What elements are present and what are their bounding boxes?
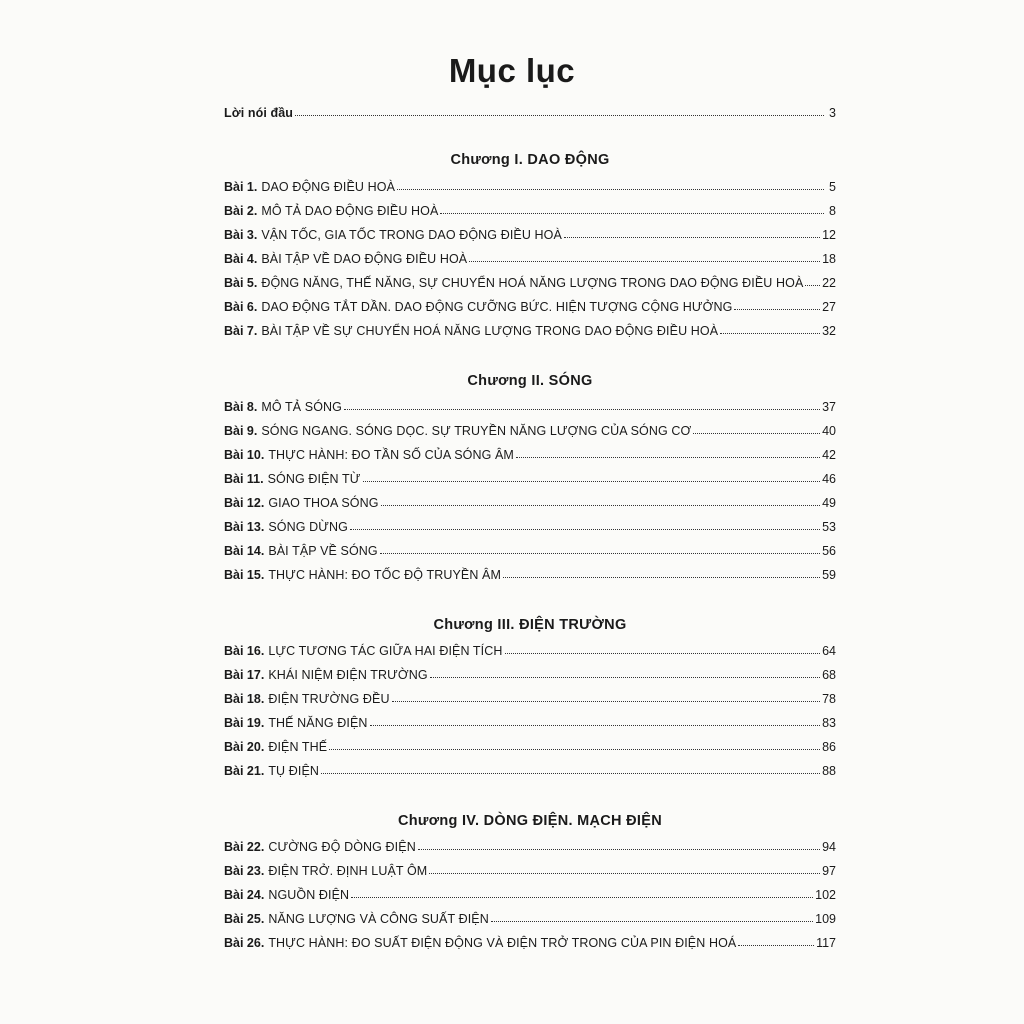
toc-entry[interactable]: [224, 418, 836, 438]
page-number: 3: [829, 106, 836, 120]
lesson-label: Bài 15.: [224, 568, 265, 582]
page-number: 32: [822, 324, 836, 338]
chapter-heading: Chương III. ĐIỆN TRƯỜNG: [433, 617, 627, 633]
toc-entry[interactable]: [224, 906, 836, 926]
lesson-title: CƯỜNG ĐỘ DÒNG ĐIỆN: [268, 840, 416, 854]
lesson-title: BÀI TẬP VỀ SỰ CHUYỂN HOÁ NĂNG LƯỢNG TRONG DAO ĐỘNG ĐIỀU HOÀ: [261, 324, 719, 338]
toc-entry[interactable]: [224, 858, 836, 878]
lesson-title: MÔ TẢ SÓNG: [261, 400, 342, 414]
lesson-label: Bài 20.: [224, 740, 265, 754]
page-number: 102: [815, 888, 836, 902]
lesson-label: Bài 8.: [224, 400, 258, 414]
toc-entry[interactable]: [224, 930, 836, 950]
lesson-title: ĐIỆN TRỞ. ĐỊNH LUẬT ÔM: [268, 864, 428, 878]
lesson-label: Bài 1.: [224, 180, 258, 194]
toc-entry[interactable]: [224, 466, 836, 486]
toc-entry[interactable]: [224, 490, 836, 510]
toc-entry[interactable]: [224, 834, 836, 854]
toc-entry[interactable]: [224, 538, 836, 558]
lesson-title: KHÁI NIỆM ĐIỆN TRƯỜNG: [268, 668, 428, 682]
lesson-title: NGUỒN ĐIỆN: [268, 888, 350, 902]
lesson-title: LỰC TƯƠNG TÁC GIỮA HAI ĐIỆN TÍCH: [268, 644, 503, 658]
page-number: 59: [822, 568, 836, 582]
toc-entry[interactable]: [224, 882, 836, 902]
toc-entry[interactable]: [224, 394, 836, 414]
page-number: 42: [822, 448, 836, 462]
lesson-label: Bài 4.: [224, 252, 258, 266]
dot-leader: [380, 553, 820, 554]
page-number: 97: [822, 864, 836, 878]
lesson-label: Bài 7.: [224, 324, 258, 338]
toc-entry[interactable]: [224, 198, 836, 218]
lesson-label: Bài 2.: [224, 204, 258, 218]
dot-leader: [295, 115, 824, 116]
lesson-label: Bài 24.: [224, 888, 265, 902]
dot-leader: [516, 457, 820, 458]
lesson-label: Bài 23.: [224, 864, 265, 878]
toc-entry[interactable]: [224, 318, 836, 338]
dot-leader: [440, 213, 824, 214]
toc-entry[interactable]: [224, 638, 836, 658]
dot-leader: [344, 409, 820, 410]
toc-entry-intro[interactable]: [224, 100, 836, 120]
page-number: 12: [822, 228, 836, 242]
dot-leader: [491, 921, 813, 922]
lesson-title: TỤ ĐIỆN: [268, 764, 320, 778]
lesson-label: Bài 22.: [224, 840, 265, 854]
dot-leader: [370, 725, 821, 726]
dot-leader: [720, 333, 820, 334]
page-number: 22: [822, 276, 836, 290]
dot-leader: [429, 873, 820, 874]
dot-leader: [329, 749, 820, 750]
lesson-label: Bài 21.: [224, 764, 265, 778]
toc-entry[interactable]: [224, 222, 836, 242]
dot-leader: [350, 529, 820, 530]
lesson-label: Bài 6.: [224, 300, 258, 314]
page-number: 5: [829, 180, 836, 194]
page-number: 56: [822, 544, 836, 558]
toc-entry[interactable]: [224, 734, 836, 754]
lesson-title: SÓNG ĐIỆN TỪ: [267, 472, 361, 486]
lesson-label: Bài 25.: [224, 912, 265, 926]
entry-text: Lời nói đầu: [224, 106, 294, 120]
lesson-title: BÀI TẬP VỀ DAO ĐỘNG ĐIỀU HOÀ: [261, 252, 468, 266]
page-number: 83: [822, 716, 836, 730]
lesson-title: MÔ TẢ DAO ĐỘNG ĐIỀU HOÀ: [261, 204, 439, 218]
dot-leader: [564, 237, 820, 238]
lesson-title: ĐIỆN TRƯỜNG ĐỀU: [268, 692, 390, 706]
page-number: 78: [822, 692, 836, 706]
toc-entry[interactable]: [224, 174, 836, 194]
dot-leader: [503, 577, 820, 578]
toc-entry[interactable]: [224, 270, 836, 290]
lesson-title: DAO ĐỘNG TẮT DẦN. DAO ĐỘNG CƯỠNG BỨC. HIỆN TƯỢNG CỘNG HƯỞNG: [261, 300, 733, 314]
lesson-label: Bài 11.: [224, 472, 264, 486]
toc-entry[interactable]: [224, 562, 836, 582]
lesson-title: NĂNG LƯỢNG VÀ CÔNG SUẤT ĐIỆN: [268, 912, 489, 926]
lesson-title: THỰC HÀNH: ĐO SUẤT ĐIỆN ĐỘNG VÀ ĐIỆN TRỞ TRONG CỦA PIN ĐIỆN HOÁ: [268, 936, 737, 950]
page-number: 86: [822, 740, 836, 754]
toc-entry[interactable]: [224, 294, 836, 314]
page-title: Mục lục: [448, 52, 576, 89]
lesson-label: Bài 9.: [224, 424, 258, 438]
lesson-title: GIAO THOA SÓNG: [268, 496, 379, 510]
toc-entry[interactable]: [224, 514, 836, 534]
page-number: 88: [822, 764, 836, 778]
lesson-label: Bài 19.: [224, 716, 265, 730]
dot-leader: [363, 481, 821, 482]
toc-entry[interactable]: [224, 442, 836, 462]
lesson-label: Bài 13.: [224, 520, 265, 534]
toc-entry[interactable]: [224, 246, 836, 266]
lesson-title: SÓNG DỪNG: [268, 520, 348, 534]
chapter-heading: Chương I. DAO ĐỘNG: [450, 152, 610, 168]
dot-leader: [321, 773, 820, 774]
page-number: 18: [822, 252, 836, 266]
page-number: 53: [822, 520, 836, 534]
lesson-title: THỰC HÀNH: ĐO TỐC ĐỘ TRUYỀN ÂM: [268, 568, 501, 582]
lesson-label: Bài 14.: [224, 544, 265, 558]
lesson-label: Bài 18.: [224, 692, 265, 706]
dot-leader: [805, 285, 820, 286]
page-number: 68: [822, 668, 836, 682]
page-number: 94: [822, 840, 836, 854]
lesson-title: SÓNG NGANG. SÓNG DỌC. SỰ TRUYỀN NĂNG LƯỢNG CỦA SÓNG CƠ: [261, 424, 692, 438]
page-number: 37: [822, 400, 836, 414]
chapter-heading: Chương IV. DÒNG ĐIỆN. MẠCH ĐIỆN: [398, 813, 662, 829]
lesson-label: Bài 12.: [224, 496, 265, 510]
page-number: 27: [822, 300, 836, 314]
dot-leader: [381, 505, 821, 506]
dot-leader: [418, 849, 820, 850]
dot-leader: [430, 677, 820, 678]
dot-leader: [469, 261, 820, 262]
page-number: 40: [822, 424, 836, 438]
dot-leader: [693, 433, 820, 434]
dot-leader: [505, 653, 821, 654]
toc-entry[interactable]: [224, 710, 836, 730]
toc-entry[interactable]: [224, 686, 836, 706]
lesson-title: BÀI TẬP VỀ SÓNG: [268, 544, 378, 558]
lesson-label: Bài 16.: [224, 644, 265, 658]
lesson-label: Bài 17.: [224, 668, 265, 682]
lesson-label: Bài 3.: [224, 228, 258, 242]
dot-leader: [734, 309, 820, 310]
lesson-title: DAO ĐỘNG ĐIỀU HOÀ: [261, 180, 396, 194]
lesson-title: THẾ NĂNG ĐIỆN: [268, 716, 368, 730]
dot-leader: [738, 945, 814, 946]
dot-leader: [351, 897, 813, 898]
dot-leader: [397, 189, 824, 190]
page-number: 46: [822, 472, 836, 486]
lesson-label: Bài 5.: [224, 276, 258, 290]
chapter-heading: Chương II. SÓNG: [467, 373, 593, 389]
page-number: 8: [829, 204, 836, 218]
lesson-label: Bài 10.: [224, 448, 265, 462]
dot-leader: [392, 701, 820, 702]
page-number: 109: [815, 912, 836, 926]
lesson-title: ĐỘNG NĂNG, THẾ NĂNG, SỰ CHUYỂN HOÁ NĂNG LƯỢNG TRONG DAO ĐỘNG ĐIỀU HOÀ: [261, 276, 804, 290]
lesson-title: VẬN TỐC, GIA TỐC TRONG DAO ĐỘNG ĐIỀU HOÀ: [261, 228, 562, 242]
lesson-label: Bài 26.: [224, 936, 265, 950]
lesson-title: ĐIỆN THẾ: [268, 740, 328, 754]
page-number: 64: [822, 644, 836, 658]
lesson-title: THỰC HÀNH: ĐO TẦN SỐ CỦA SÓNG ÂM: [268, 448, 514, 462]
page-number: 117: [816, 936, 836, 950]
toc-entry[interactable]: [224, 758, 836, 778]
page-number: 49: [822, 496, 836, 510]
toc-entry[interactable]: [224, 662, 836, 682]
